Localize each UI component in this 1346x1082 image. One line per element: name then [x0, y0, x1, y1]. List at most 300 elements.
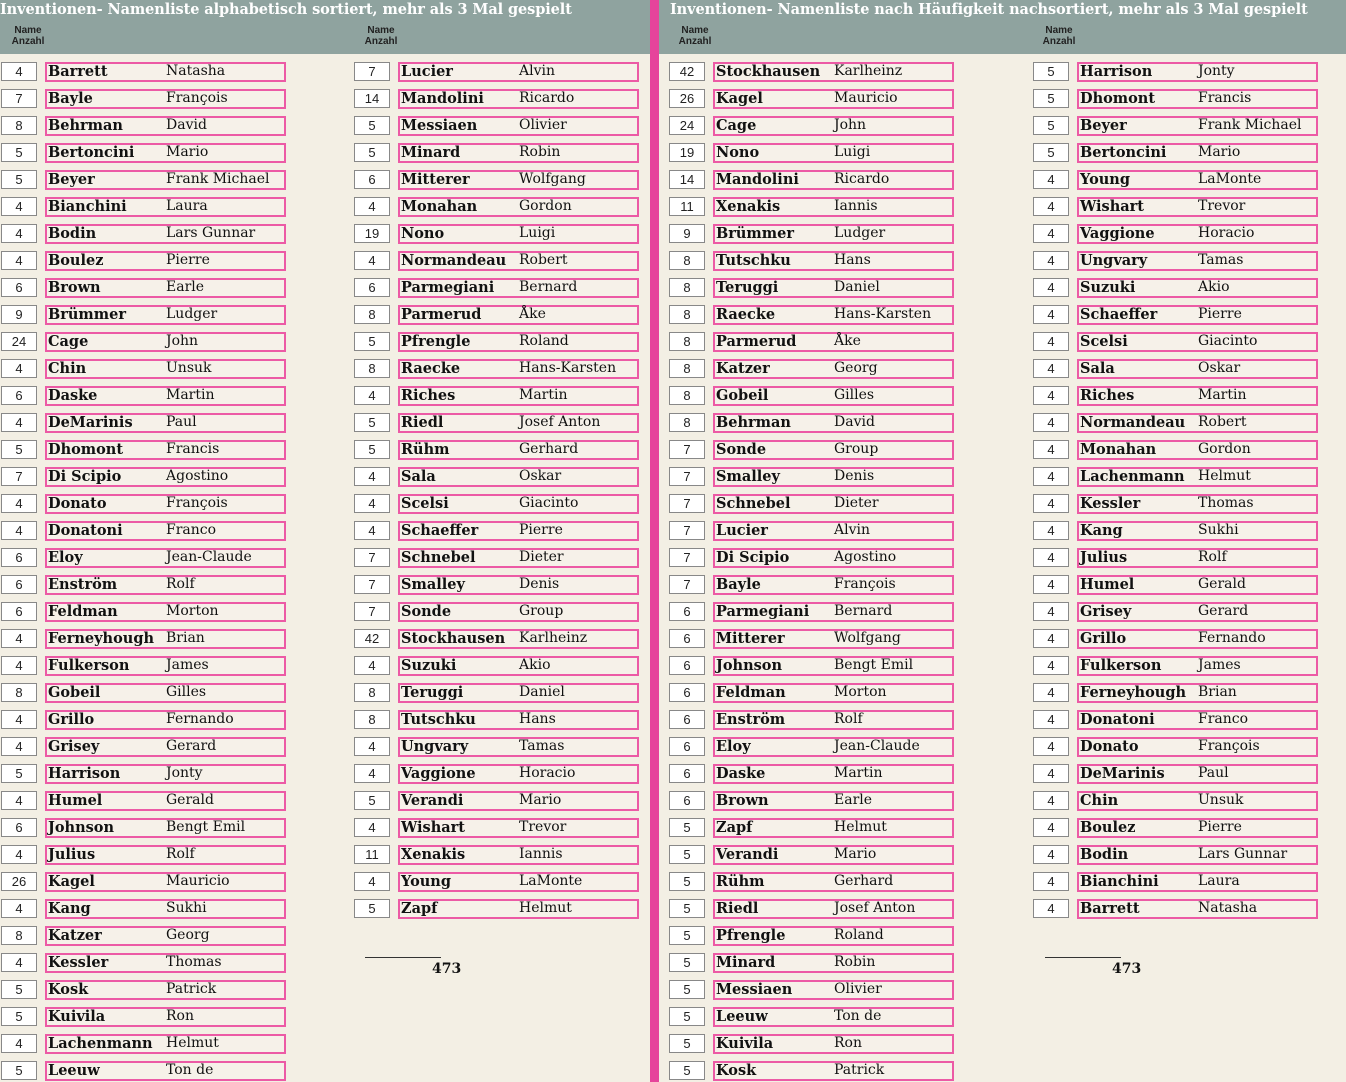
name-box [398, 737, 639, 757]
count-box: 5 [669, 1007, 705, 1026]
first-name: Martin [1198, 387, 1247, 403]
count-box: 7 [354, 548, 390, 567]
last-name: Parmegiani [716, 603, 810, 620]
last-name: Donato [1080, 738, 1139, 755]
last-name: Di Scipio [716, 549, 790, 566]
count-box: 5 [354, 116, 390, 135]
first-name: Unsuk [166, 360, 212, 376]
name-box [1077, 710, 1318, 730]
first-name: Gerhard [519, 441, 579, 457]
count-box: 4 [1033, 224, 1069, 243]
count-box: 4 [1033, 467, 1069, 486]
name-box [45, 251, 286, 271]
first-name: Gerhard [834, 873, 894, 889]
first-name: Tamas [519, 738, 565, 754]
last-name: Donatoni [1080, 711, 1155, 728]
name-box [398, 521, 639, 541]
name-box [1077, 494, 1318, 514]
name-box [398, 89, 639, 109]
first-name: Morton [834, 684, 887, 700]
first-name: David [166, 117, 207, 133]
first-name: Laura [166, 198, 208, 214]
first-name: Group [519, 603, 564, 619]
first-name: Franco [166, 522, 217, 538]
last-name: Bertoncini [1080, 144, 1167, 161]
first-name: Pierre [1198, 819, 1242, 835]
count-box: 4 [1033, 494, 1069, 513]
count-box: 9 [1, 305, 37, 324]
count-box: 6 [669, 602, 705, 621]
last-name: Scelsi [401, 495, 449, 512]
count-box: 4 [1033, 305, 1069, 324]
last-name: Mandolini [716, 171, 799, 188]
name-box [713, 386, 954, 406]
name-box [713, 305, 954, 325]
first-name: Ton de [834, 1008, 882, 1024]
name-box [713, 89, 954, 109]
first-name: Ricardo [834, 171, 890, 187]
count-box: 7 [669, 494, 705, 513]
count-box: 6 [1, 548, 37, 567]
count-box: 4 [1, 359, 37, 378]
last-name: Barrett [1080, 900, 1140, 917]
name-box [398, 332, 639, 352]
last-name: Xenakis [716, 198, 781, 215]
count-box: 4 [1, 656, 37, 675]
count-box: 5 [669, 980, 705, 999]
name-box [45, 440, 286, 460]
first-name: James [166, 657, 209, 673]
name-box [45, 143, 286, 163]
last-name: DeMarinis [48, 414, 133, 431]
count-box: 7 [1, 89, 37, 108]
first-name: Giacinto [519, 495, 579, 511]
col-header-name: Name [681, 25, 709, 36]
first-name: Helmut [834, 819, 887, 835]
first-name: Rolf [166, 846, 195, 862]
last-name: Daske [716, 765, 766, 782]
name-box [1077, 683, 1318, 703]
first-name: Bernard [519, 279, 578, 295]
count-box: 4 [1033, 683, 1069, 702]
last-name: Teruggi [401, 684, 464, 701]
last-name: Harrison [48, 765, 121, 782]
count-box: 5 [1, 1061, 37, 1080]
first-name: Karlheinz [519, 630, 588, 646]
first-name: Gerald [166, 792, 214, 808]
name-box [45, 413, 286, 433]
first-name: Mauricio [166, 873, 230, 889]
first-name: Ron [166, 1008, 194, 1024]
last-name: Brown [48, 279, 101, 296]
name-box [398, 656, 639, 676]
last-name: Rühm [401, 441, 450, 458]
last-name: Raecke [401, 360, 461, 377]
count-box: 4 [1, 737, 37, 756]
first-name: Helmut [166, 1035, 219, 1051]
last-name: Mitterer [401, 171, 470, 188]
first-name: Jean-Claude [834, 738, 920, 754]
last-name: Beyer [1080, 117, 1127, 134]
count-box: 4 [354, 521, 390, 540]
name-box [45, 278, 286, 298]
name-box [1077, 764, 1318, 784]
name-box [398, 494, 639, 514]
last-name: Nono [401, 225, 445, 242]
count-box: 4 [354, 197, 390, 216]
name-box [45, 818, 286, 838]
name-box [1077, 197, 1318, 217]
count-box: 4 [354, 494, 390, 513]
count-box: 5 [669, 899, 705, 918]
name-box [398, 899, 639, 919]
count-box: 5 [669, 1061, 705, 1080]
name-box [1077, 359, 1318, 379]
first-name: Francis [166, 441, 220, 457]
count-box: 24 [669, 116, 705, 135]
count-box: 6 [669, 710, 705, 729]
right-col2-header [1041, 25, 1077, 47]
first-name: Alvin [519, 63, 555, 79]
name-box [713, 62, 954, 82]
name-box [1077, 332, 1318, 352]
name-box [398, 278, 639, 298]
name-box [713, 143, 954, 163]
name-box [713, 332, 954, 352]
last-name: Schaeffer [1080, 306, 1158, 323]
last-name: Brümmer [716, 225, 794, 242]
name-box [713, 818, 954, 838]
name-box [398, 386, 639, 406]
first-name: Oskar [519, 468, 562, 484]
count-box: 4 [1, 953, 37, 972]
name-box [45, 548, 286, 568]
name-box [398, 143, 639, 163]
name-box [45, 224, 286, 244]
first-name: Alvin [834, 522, 870, 538]
first-name: Hans-Karsten [834, 306, 932, 322]
last-name: Parmerud [716, 333, 797, 350]
last-name: Dhomont [1080, 90, 1156, 107]
last-name: Suzuki [1080, 279, 1136, 296]
count-box: 4 [1033, 278, 1069, 297]
last-name: Minard [716, 954, 776, 971]
name-box [713, 791, 954, 811]
count-box: 8 [1, 926, 37, 945]
first-name: Robin [519, 144, 561, 160]
name-box [713, 197, 954, 217]
name-box [1077, 62, 1318, 82]
count-box: 6 [669, 737, 705, 756]
name-box [45, 305, 286, 325]
last-name: Kang [1080, 522, 1123, 539]
last-name: Xenakis [401, 846, 466, 863]
name-box [713, 548, 954, 568]
name-box [398, 359, 639, 379]
name-box [1077, 899, 1318, 919]
count-box: 4 [1033, 170, 1069, 189]
first-name: Olivier [834, 981, 882, 997]
first-name: Martin [834, 765, 883, 781]
count-box: 4 [354, 386, 390, 405]
last-name: Pfrengle [401, 333, 471, 350]
count-box: 4 [354, 251, 390, 270]
first-name: Patrick [166, 981, 217, 997]
name-box [398, 845, 639, 865]
last-name: Normandeau [1080, 414, 1186, 431]
last-name: Wishart [401, 819, 465, 836]
last-name: Vaggione [1080, 225, 1155, 242]
name-box [713, 170, 954, 190]
count-box: 14 [354, 89, 390, 108]
first-name: François [834, 576, 896, 592]
name-box [45, 197, 286, 217]
first-name: Josef Anton [519, 414, 601, 430]
name-box [398, 872, 639, 892]
name-box [398, 629, 639, 649]
right-panel [659, 0, 1346, 1082]
name-box [1077, 791, 1318, 811]
last-name: Sala [401, 468, 436, 485]
count-box: 7 [669, 575, 705, 594]
left-total: 473 [432, 961, 462, 977]
left-total-rule [365, 957, 441, 958]
last-name: Daske [48, 387, 98, 404]
count-box: 11 [354, 845, 390, 864]
left-panel [0, 0, 650, 1082]
name-box [713, 737, 954, 757]
last-name: Verandi [401, 792, 464, 809]
last-name: Smalley [716, 468, 780, 485]
last-name: Young [401, 873, 451, 890]
first-name: Luigi [834, 144, 871, 160]
count-box: 5 [354, 143, 390, 162]
name-box [45, 683, 286, 703]
name-box [713, 116, 954, 136]
last-name: Parmegiani [401, 279, 495, 296]
last-name: Gobeil [48, 684, 101, 701]
count-box: 7 [354, 62, 390, 81]
count-box: 4 [1, 413, 37, 432]
last-name: Leeuw [716, 1008, 768, 1025]
first-name: John [834, 117, 867, 133]
first-name: Giacinto [1198, 333, 1258, 349]
first-name: Mario [519, 792, 562, 808]
name-box [713, 845, 954, 865]
last-name: Behrman [716, 414, 791, 431]
last-name: Feldman [48, 603, 118, 620]
first-name: Gordon [1198, 441, 1251, 457]
last-name: Boulez [1080, 819, 1136, 836]
name-box [713, 575, 954, 595]
first-name: Dieter [834, 495, 879, 511]
count-box: 4 [1033, 656, 1069, 675]
count-box: 4 [354, 764, 390, 783]
first-name: Åke [519, 306, 546, 322]
name-box [398, 305, 639, 325]
count-box: 4 [1, 845, 37, 864]
last-name: Behrman [48, 117, 123, 134]
first-name: Lars Gunnar [1198, 846, 1288, 862]
count-box: 7 [1, 467, 37, 486]
count-box: 5 [669, 926, 705, 945]
name-box [713, 602, 954, 622]
last-name: Di Scipio [48, 468, 122, 485]
last-name: Vaggione [401, 765, 476, 782]
count-box: 6 [669, 683, 705, 702]
first-name: Francis [1198, 90, 1252, 106]
first-name: Frank Michael [166, 171, 270, 187]
name-box [398, 683, 639, 703]
last-name: DeMarinis [1080, 765, 1165, 782]
count-box: 8 [669, 386, 705, 405]
name-box [713, 683, 954, 703]
name-box [45, 872, 286, 892]
last-name: Julius [1080, 549, 1128, 566]
name-box [45, 926, 286, 946]
count-box: 8 [669, 305, 705, 324]
first-name: Dieter [519, 549, 564, 565]
first-name: Pierre [1198, 306, 1242, 322]
first-name: Mario [1198, 144, 1241, 160]
name-box [713, 953, 954, 973]
first-name: Georg [166, 927, 210, 943]
count-box: 4 [1033, 413, 1069, 432]
name-box [1077, 440, 1318, 460]
last-name: Kosk [716, 1062, 757, 1079]
name-box [398, 710, 639, 730]
name-box [45, 494, 286, 514]
name-box [398, 467, 639, 487]
last-name: Donato [48, 495, 107, 512]
last-name: Gobeil [716, 387, 769, 404]
last-name: Kosk [48, 981, 89, 998]
count-box: 6 [1, 575, 37, 594]
first-name: Morton [166, 603, 219, 619]
last-name: Cage [716, 117, 757, 134]
name-box [713, 278, 954, 298]
col-header-count: Anzahl [364, 36, 398, 47]
last-name: Barrett [48, 63, 108, 80]
name-box [1077, 872, 1318, 892]
first-name: François [1198, 738, 1260, 754]
name-box [713, 359, 954, 379]
last-name: Sonde [716, 441, 767, 458]
name-box [398, 413, 639, 433]
left-header [0, 0, 650, 54]
count-box: 4 [1033, 440, 1069, 459]
count-box: 4 [354, 656, 390, 675]
first-name: Iannis [519, 846, 563, 862]
first-name: François [166, 90, 228, 106]
count-box: 7 [669, 440, 705, 459]
panel-divider [650, 0, 659, 1082]
first-name: Franco [1198, 711, 1249, 727]
last-name: Eloy [716, 738, 751, 755]
first-name: Hans [834, 252, 871, 268]
last-name: Sonde [401, 603, 452, 620]
name-box [45, 575, 286, 595]
count-box: 4 [1033, 764, 1069, 783]
last-name: Riches [401, 387, 456, 404]
first-name: Karlheinz [834, 63, 903, 79]
count-box: 6 [1, 386, 37, 405]
last-name: Smalley [401, 576, 465, 593]
last-name: Fulkerson [48, 657, 130, 674]
name-box [713, 467, 954, 487]
last-name: Rühm [716, 873, 765, 890]
last-name: Grillo [1080, 630, 1127, 647]
name-box [1077, 737, 1318, 757]
count-box: 4 [354, 818, 390, 837]
first-name: Iannis [834, 198, 878, 214]
last-name: Johnson [716, 657, 782, 674]
first-name: Tamas [1198, 252, 1244, 268]
last-name: Katzer [716, 360, 770, 377]
last-name: Fulkerson [1080, 657, 1162, 674]
name-box [713, 899, 954, 919]
last-name: Normandeau [401, 252, 507, 269]
name-box [398, 62, 639, 82]
last-name: Donatoni [48, 522, 123, 539]
last-name: Grisey [48, 738, 100, 755]
first-name: Ton de [166, 1062, 214, 1078]
name-box [713, 224, 954, 244]
name-box [713, 764, 954, 784]
last-name: Schnebel [716, 495, 791, 512]
last-name: Kang [48, 900, 91, 917]
name-box [45, 845, 286, 865]
first-name: Helmut [1198, 468, 1251, 484]
right-header [659, 0, 1346, 54]
last-name: Minard [401, 144, 461, 161]
name-box [45, 386, 286, 406]
first-name: Robert [519, 252, 568, 268]
count-box: 4 [354, 737, 390, 756]
last-name: Johnson [48, 819, 114, 836]
count-box: 4 [1033, 845, 1069, 864]
first-name: Denis [834, 468, 875, 484]
name-box [45, 953, 286, 973]
first-name: Daniel [519, 684, 565, 700]
last-name: Grillo [48, 711, 95, 728]
count-box: 4 [1033, 872, 1069, 891]
count-box: 42 [669, 62, 705, 81]
count-box: 4 [1, 1034, 37, 1053]
last-name: Lucier [716, 522, 768, 539]
first-name: Patrick [834, 1062, 885, 1078]
count-box: 5 [1033, 62, 1069, 81]
name-box [45, 980, 286, 1000]
count-box: 7 [669, 521, 705, 540]
last-name: Parmerud [401, 306, 482, 323]
last-name: Kagel [716, 90, 763, 107]
last-name: Brown [716, 792, 769, 809]
first-name: Gerald [1198, 576, 1246, 592]
last-name: Boulez [48, 252, 104, 269]
last-name: Raecke [716, 306, 776, 323]
name-box [1077, 305, 1318, 325]
name-box [1077, 656, 1318, 676]
first-name: LaMonte [519, 873, 583, 889]
name-box [398, 116, 639, 136]
count-box: 5 [669, 953, 705, 972]
last-name: Enström [48, 576, 118, 593]
first-name: Akio [519, 657, 551, 673]
last-name: Kagel [48, 873, 95, 890]
last-name: Chin [1080, 792, 1119, 809]
first-name: Brian [166, 630, 205, 646]
